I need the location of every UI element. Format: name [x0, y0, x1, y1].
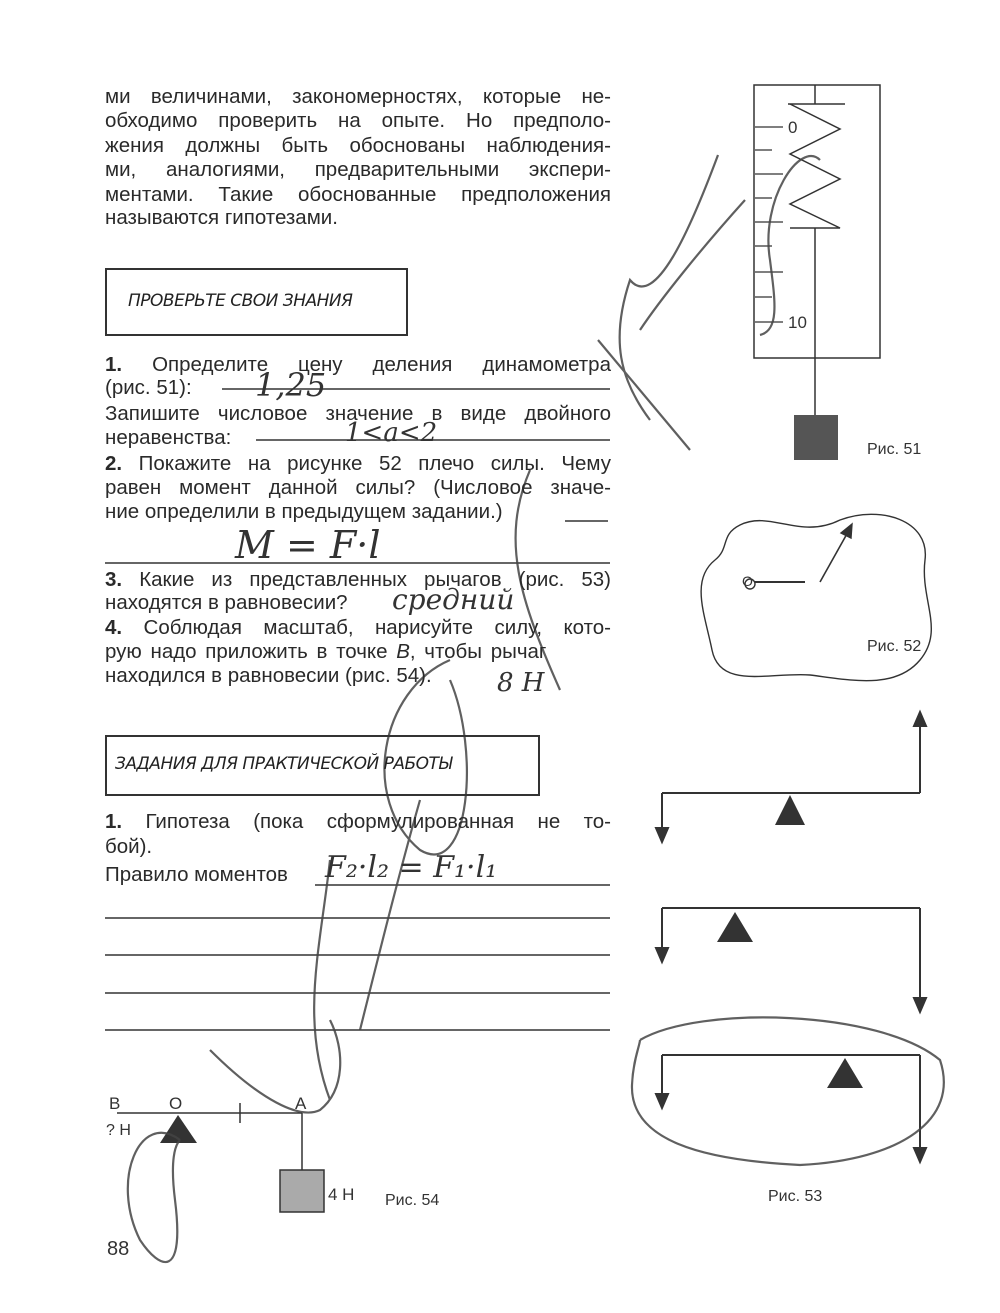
- answer-3: средний: [392, 583, 515, 616]
- question-text: находился в равновесии (рис. 54).: [105, 664, 432, 687]
- intro-line: ми величинами, закономерностях, которые не-: [105, 85, 611, 108]
- task-1: [105, 810, 611, 834]
- question-number: 3.: [105, 568, 123, 591]
- fig53-caption: Рис. 53: [768, 1188, 823, 1205]
- question-2: [105, 452, 611, 476]
- answer-1b: 1<a<2: [345, 418, 438, 448]
- point-B: B: [109, 1094, 121, 1113]
- answer-rule: F₂·l₂ = F₁·l₁: [325, 850, 498, 885]
- question-text: Покажите на рисунке 52 плечо силы. Чему: [138, 452, 611, 475]
- task-text: Гипотеза (пока сформулированная не то-: [145, 810, 611, 833]
- question-1: [105, 353, 611, 377]
- question-number: 4.: [105, 616, 123, 639]
- question-4: [105, 616, 611, 640]
- page-number: 88: [107, 1238, 130, 1260]
- question-number: 1.: [105, 353, 123, 376]
- task-number: 1.: [105, 810, 123, 833]
- task-text: бой).: [105, 835, 153, 858]
- fig53-levers: [656, 712, 926, 1162]
- fig54-caption: Рис. 54: [385, 1192, 440, 1209]
- intro-line: ментами. Такие обоснованные предположения: [105, 183, 611, 206]
- answer-2: M = F·l: [235, 523, 381, 567]
- question-number: 2.: [105, 452, 123, 475]
- scale-label-zero: 0: [788, 118, 798, 137]
- question-3: [105, 568, 611, 592]
- scale-label-ten: 10: [788, 313, 807, 332]
- section-title: ПРОВЕРЬТЕ СВОИ ЗНАНИЯ: [128, 291, 353, 311]
- question-text: неравенства:: [105, 426, 232, 449]
- answer-4: 8 Н: [497, 668, 545, 698]
- answer-1: 1,25: [255, 366, 327, 404]
- task-text: Правило моментов: [105, 863, 288, 886]
- question-text: Соблюдая масштаб, нарисуйте силу, кото-: [143, 616, 611, 639]
- intro-line: называются гипотезами.: [105, 206, 338, 229]
- weight-label: 4 Н: [328, 1185, 355, 1204]
- fig54-lever: [117, 1103, 324, 1212]
- question-text: Запишите числовое значение в виде двойного: [105, 402, 611, 425]
- question-text: Какие из представленных рычагов (рис. 53): [139, 568, 611, 591]
- unknown-force-label: ? Н: [106, 1122, 131, 1139]
- point-A: A: [295, 1094, 307, 1113]
- intro-line: ми, аналогиями, предварительными экспери-: [105, 158, 611, 181]
- fig52-caption: Рис. 52: [867, 638, 922, 655]
- question-text: (рис. 51):: [105, 376, 192, 399]
- question-text: рую надо приложить в точке B, чтобы рычаг: [105, 640, 547, 663]
- fig51-weight: [794, 415, 838, 460]
- question-text: ние определили в предыдущем задании.): [105, 500, 503, 523]
- question-text: находятся в равновесии?: [105, 591, 348, 614]
- intro-line: обходимо проверить на опыте. Но предполо-: [105, 109, 611, 132]
- section-title: ЗАДАНИЯ ДЛЯ ПРАКТИЧЕСКОЙ РАБОТЫ: [115, 754, 452, 774]
- question-text: Определите цену деления динамометра: [152, 353, 611, 376]
- point-O: O: [169, 1094, 183, 1113]
- intro-line: жения должны быть обоснованы наблюдения-: [105, 134, 611, 157]
- fig52-pivot-label: O: [742, 573, 753, 589]
- fig51-caption: Рис. 51: [867, 441, 922, 458]
- fig51-dynamometer: [754, 85, 880, 415]
- question-text: равен момент данной силы? (Числовое значе-: [105, 476, 611, 499]
